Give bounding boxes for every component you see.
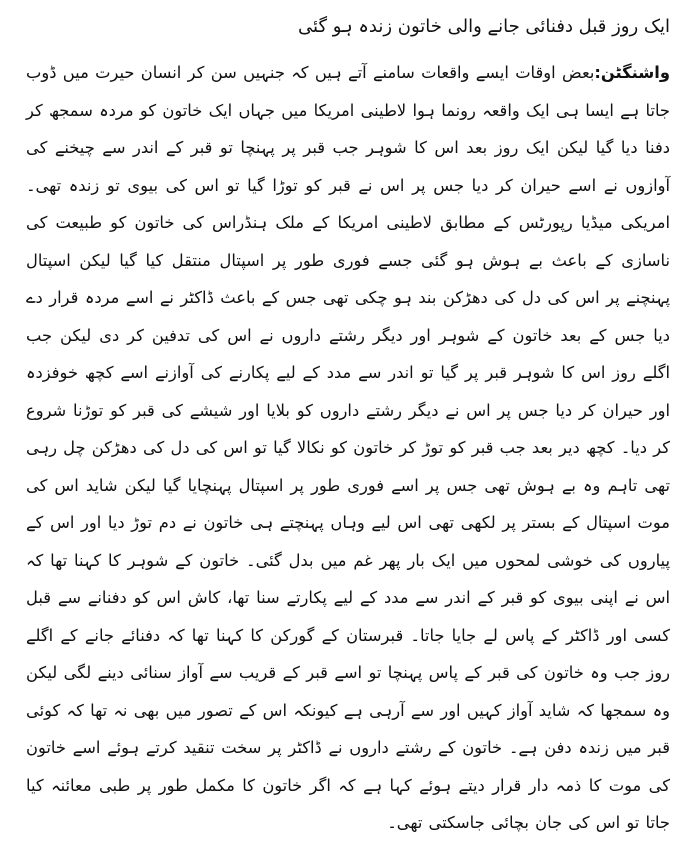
article-body-text: بعض اوقات ایسے واقعات سامنے آتے ہیں کہ جنہیں سن کر انسان حیرت میں ڈوب جاتا ہے ایسا ہی ایک واقعہ رونما ہوا لاطینی امریکا میں جہاں ایک خاتون کو مردہ سمجھ کر دفنا دیا گیا لیکن ایک روز بعد اس کا شوہر جب قبر پر پہنچا تو قبر کے اندر سے چیخنے کی آوازوں نے اسے حیران کر دیا جس پر اس نے قبر کو توڑا گیا تو اس کی بیوی تو زندہ تھی۔ امریکی میڈیا رپورٹس کے مطابق لاطینی امریکا کے ملک ہنڈراس کی خاتون کو طبیعت کی ناسازی کے باعث بے ہوش ہو گئی جسے فوری طور پر اسپتال منتقل کیا گیا لیکن اسپتال پہنچنے پر اس کی دل کی دھڑکن بند ہو چکی تھی جس کے باعث ڈاکٹر نے اسے مردہ قرار دے دیا جس کے بعد خاتون کے شوہر اور دیگر رشتے داروں نے اس کی تدفین کر دی لیکن جب اگلے روز اس کا شوہر قبر پر گیا تو اندر سے مدد کے لیے پکارنے کی آوازنے اسے کچھ خوفزدہ اور حیران کر دیا جس پر اس نے دیگر رشتے داروں کو بلایا اور شیشے کی قبر کو توڑنا شروع کر دیا۔ کچھ دیر بعد جب قبر کو توڑ کر خاتون کو نکالا گیا تو اس کی دل کی دھڑکن چل رہی تھی تاہم وہ بے ہوش تھی جس پر اسے فوری طور پر اسپتال پہنچایا گیا لیکن شاید اس کی موت اسپتال کے بستر پر لکھی تھی اس لیے وہاں پہنچتے ہی خاتون نے دم توڑ دیا اور اس کے پیاروں کی خوشی لمحوں میں ایک بار پھر غم میں بدل گئی۔ خاتون کے شوہر کا کہنا تھا کہ اس نے اپنی بیوی کو قبر کے اندر سے مدد کے لیے پکارتے سنا تھا، کاش اس کو دفنانے سے قبل کسی اور ڈاکٹر کے پاس لے جایا جاتا۔ قبرستان کے گورکن کا کہنا تھا کہ دفنائے جانے کے اگلے روز جب وہ خاتون کی قبر کے پاس پہنچا تو اسے قبر کے قریب سے آواز سنائی دینے لگی لیکن وہ سمجھا کہ شاید آواز کہیں اور سے آرہی ہے کیونکہ اس کے تصور میں بھی نہ تھا کہ کوئی قبر میں زندہ دفن ہے۔ خاتون کے رشتے داروں نے ڈاکٹر پر سخت تنقید کرتے ہوئے اسے خاتون کی موت کا ذمہ دار قرار دیتے ہوئے کہا ہے کہ اگر خاتون کا مکمل طور پر طبی معائنہ کیا جاتا تو اس کی جان بچائی جاسکتی تھی۔ [26,63,670,832]
article-dateline: واشنگٹن: [594,63,670,82]
article-body [26,54,670,842]
article-headline: ایک روز قبل دفنائی جانے والی خاتون زندہ ہو گئی [298,16,670,37]
